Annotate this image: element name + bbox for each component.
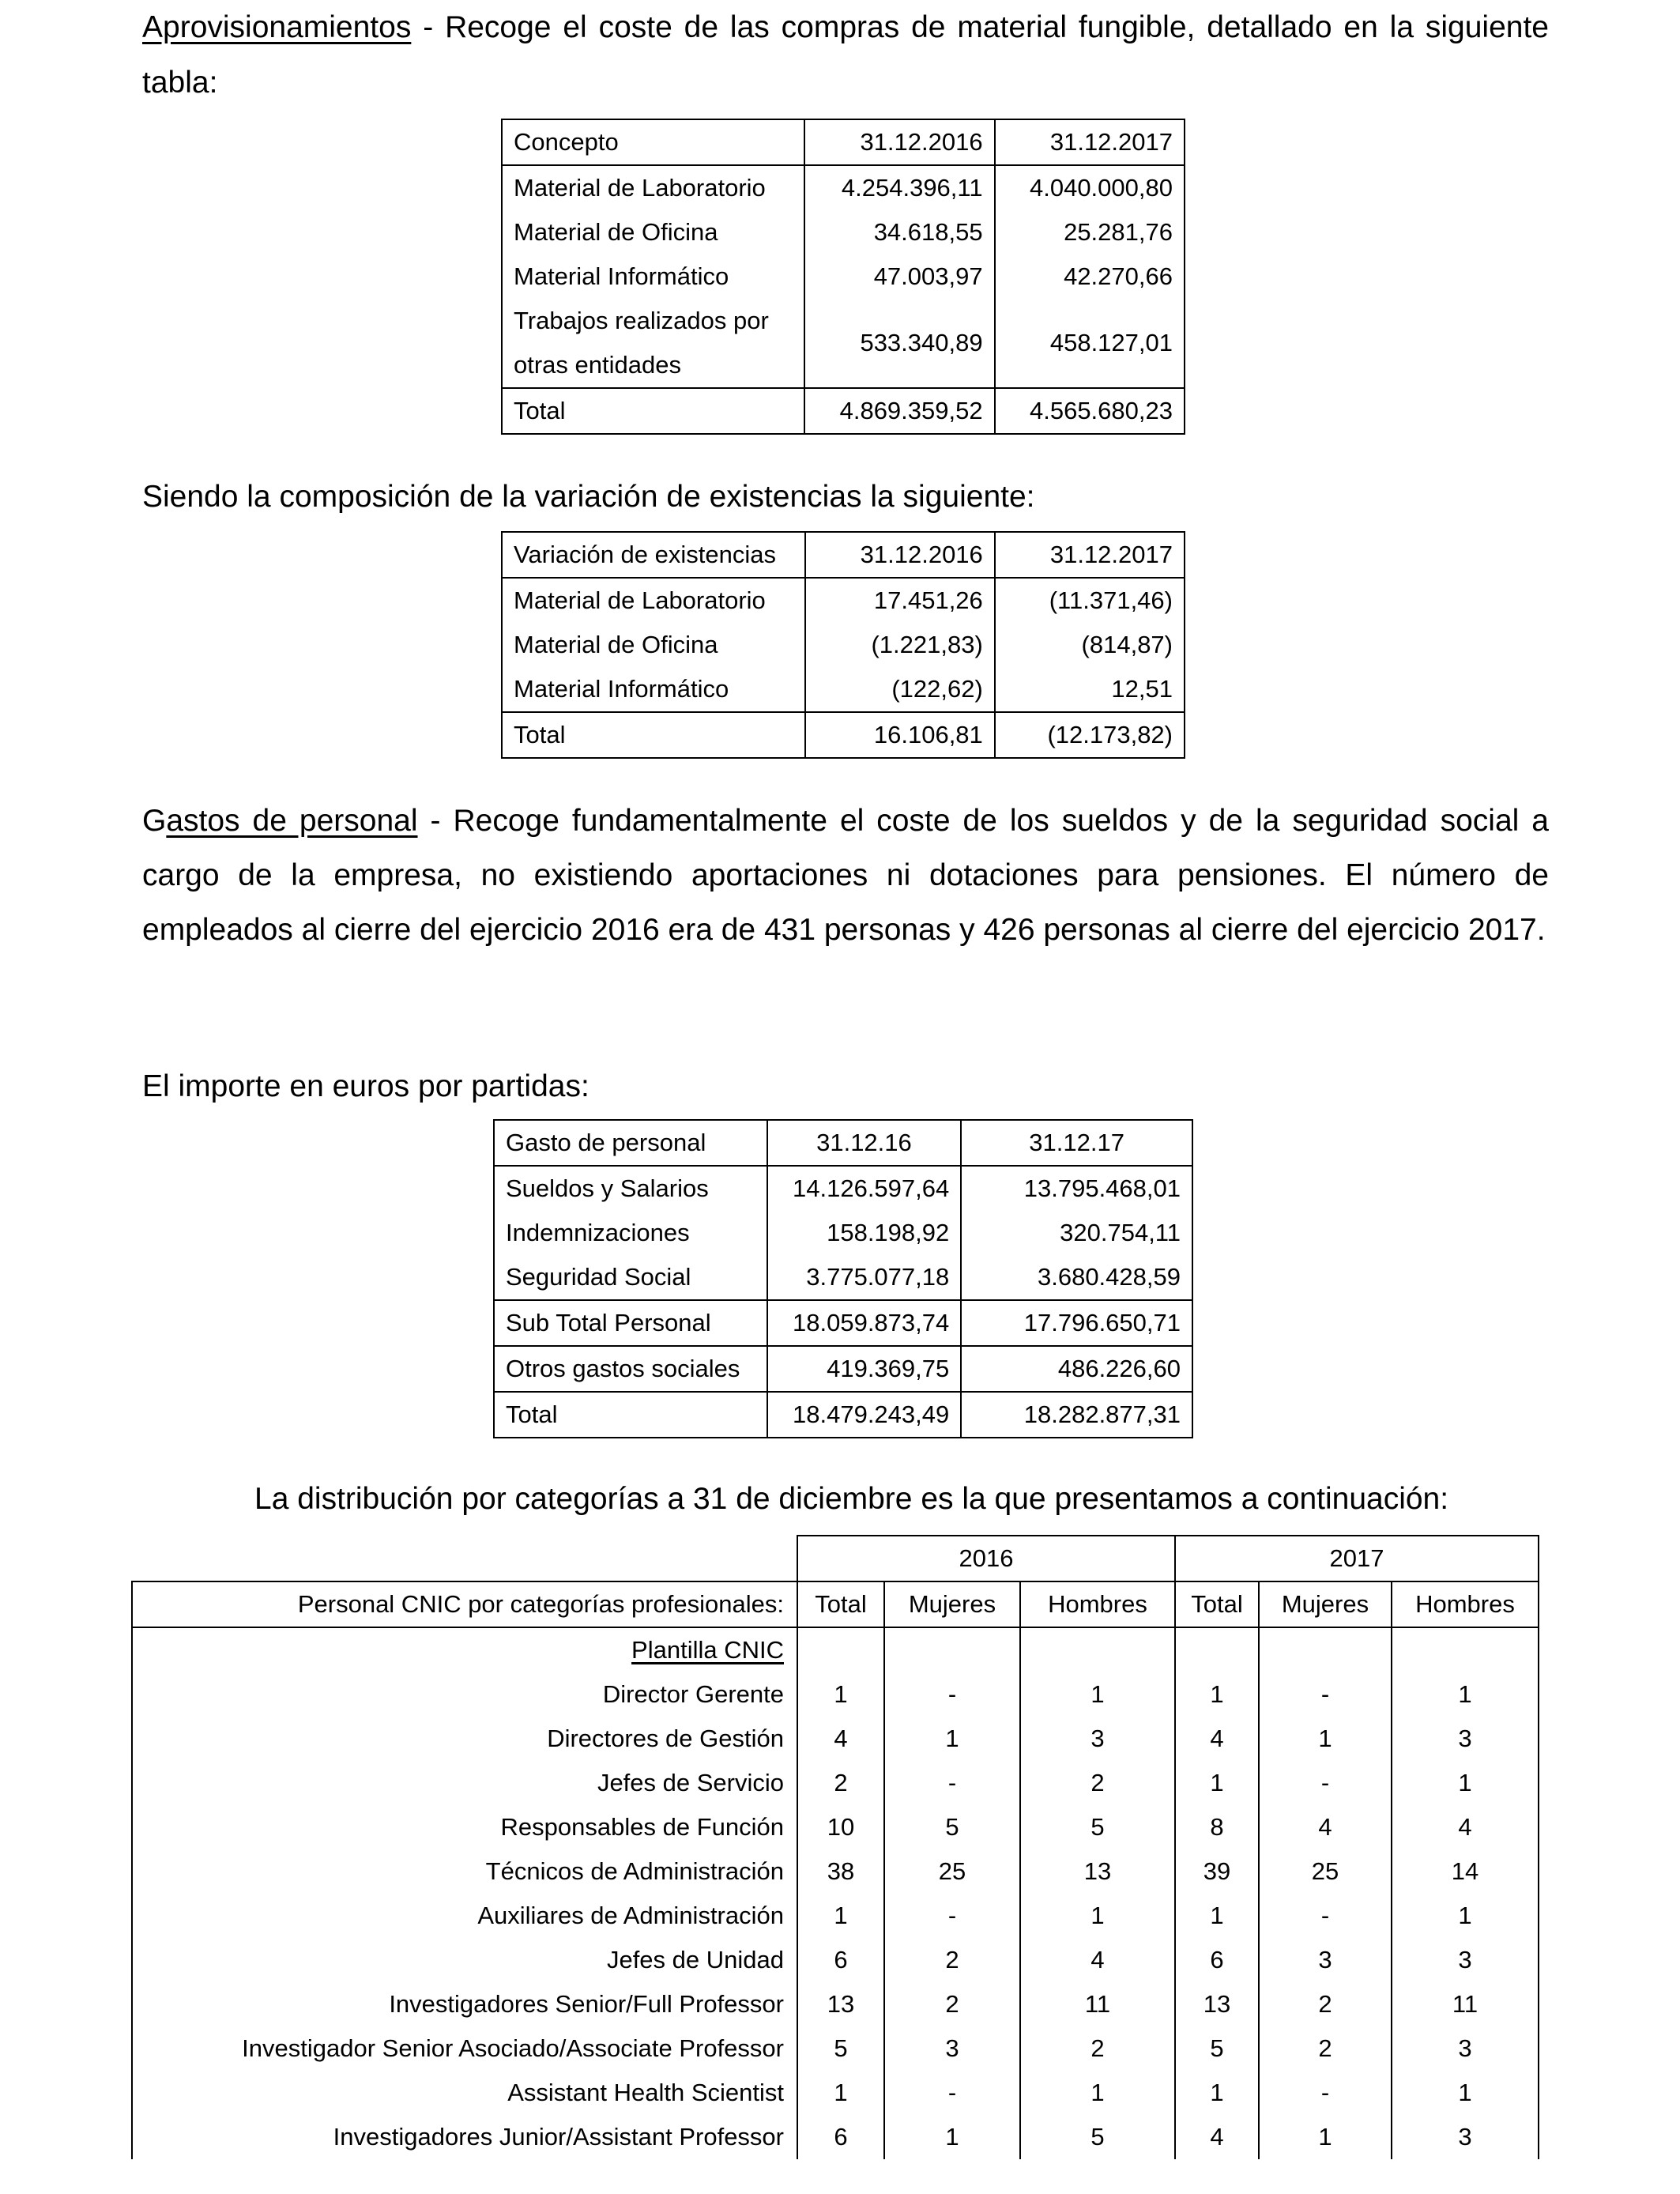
table-cell: 25 [1259, 1849, 1392, 1894]
table-cell: 13 [797, 1982, 884, 2026]
table-cell: Material de Oficina [502, 210, 804, 254]
table-cell: 2 [884, 1982, 1020, 2026]
table-cell: 2 [797, 1761, 884, 1805]
table-header-cell: 31.12.17 [961, 1120, 1192, 1166]
table-cell: 4 [797, 1717, 884, 1761]
table-cell: 2 [1020, 1761, 1175, 1805]
table-cell: 13.795.468,01 [961, 1166, 1192, 1211]
table-cell: 6 [797, 2115, 884, 2159]
aprovisionamientos-text: - Recoge el coste de las compras de material fungible, detallado en la siguiente tabla: [142, 10, 1549, 100]
table-cell: - [884, 1761, 1020, 1805]
table-cell: Material Informático [502, 254, 804, 299]
table-cell: Material de Oficina [502, 623, 805, 667]
aprovisionamientos-heading: Aprovisionamientos [142, 10, 412, 44]
table-empty-cell [797, 1627, 884, 1672]
table-row [132, 1982, 1539, 2026]
table-cell: (1.221,83) [805, 623, 995, 667]
table-header-cell: Hombres [1020, 1581, 1175, 1627]
variacion-intro: Siendo la composición de la variación de existencias la siguiente: [142, 480, 1035, 514]
table-cell: 5 [884, 1805, 1020, 1849]
table-cell: Técnicos de Administración [132, 1849, 797, 1894]
table-cell: (11.371,46) [995, 578, 1185, 623]
table-cell: 1 [797, 2071, 884, 2115]
table-cell: Directores de Gestión [132, 1717, 797, 1761]
table-cell: 4.869.359,52 [804, 388, 994, 434]
table-cell: Sueldos y Salarios [494, 1166, 767, 1211]
table-cell: 8 [1175, 1805, 1259, 1849]
gasto-personal-table [493, 1119, 1193, 1438]
table-cell: 17.796.650,71 [961, 1300, 1192, 1346]
table-cell: 1 [884, 2115, 1020, 2159]
table-row [502, 578, 1185, 623]
table-header-label: Personal CNIC por categorías profesionales: [132, 1581, 797, 1627]
table-cell: 47.003,97 [804, 254, 994, 299]
table-row [132, 1938, 1539, 1982]
table-row [502, 623, 1185, 667]
table-cell: 38 [797, 1849, 884, 1894]
table-cell: 25.281,76 [995, 210, 1185, 254]
table-cell: 2 [1259, 1982, 1392, 2026]
year-header-2016: 2016 [797, 1536, 1175, 1581]
table-cell: 4 [1175, 1717, 1259, 1761]
table-cell: 533.340,89 [804, 299, 994, 388]
table-cell: 1 [1020, 1894, 1175, 1938]
table-header-cell: 31.12.2016 [805, 532, 995, 578]
table-cell: 25 [884, 1849, 1020, 1894]
table-cell: 34.618,55 [804, 210, 994, 254]
table-cell: 1 [1259, 1717, 1392, 1761]
table-cell: 10 [797, 1805, 884, 1849]
table-cell: - [1259, 1761, 1392, 1805]
table-cell: 16.106,81 [805, 712, 995, 758]
table-header-cell: Total [1175, 1581, 1259, 1627]
table-row [132, 2071, 1539, 2115]
table-cell: 486.226,60 [961, 1346, 1192, 1392]
table-cell: Indemnizaciones [494, 1211, 767, 1255]
table-cell: 3 [1392, 2026, 1539, 2071]
table-total-row [502, 388, 1185, 434]
table-cell: 1 [1392, 1894, 1539, 1938]
table-cell: 4.565.680,23 [995, 388, 1185, 434]
table-cell: 458.127,01 [995, 299, 1185, 388]
table-cell: 11 [1392, 1982, 1539, 2026]
table-cell: 14 [1392, 1849, 1539, 1894]
table-cell: - [1259, 1672, 1392, 1717]
table-cell: Assistant Health Scientist [132, 2071, 797, 2115]
table-cell: 1 [1175, 1894, 1259, 1938]
table-cell: 6 [797, 1938, 884, 1982]
table-cell: 158.198,92 [767, 1211, 962, 1255]
table-cell: Director Gerente [132, 1672, 797, 1717]
categorias-table [131, 1535, 1539, 2159]
table-years-row [132, 1536, 1539, 1581]
table-total-row [494, 1392, 1192, 1438]
table-cell: Material de Laboratorio [502, 165, 804, 210]
table-row [502, 254, 1185, 299]
importe-intro: El importe en euros por partidas: [142, 1069, 590, 1103]
table-cell: 2 [1020, 2026, 1175, 2071]
table-cell: 3 [884, 2026, 1020, 2071]
table-cell: 1 [797, 1894, 884, 1938]
table-cell: 1 [1175, 2071, 1259, 2115]
table-cell: Material Informático [502, 667, 805, 712]
table-cell: 11 [1020, 1982, 1175, 2026]
table-header-cell: Mujeres [884, 1581, 1020, 1627]
table-cell: 3.775.077,18 [767, 1255, 962, 1300]
table-row [494, 1166, 1192, 1211]
table-cell: - [1259, 2071, 1392, 2115]
table-header-cell: Total [797, 1581, 884, 1627]
table-section-row [132, 1627, 1539, 1672]
table-row [132, 2115, 1539, 2159]
table-cell: 3.680.428,59 [961, 1255, 1192, 1300]
table-cell: 18.282.877,31 [961, 1392, 1192, 1438]
table-cell: 3 [1392, 1717, 1539, 1761]
table-row [132, 1717, 1539, 1761]
table-cell: Investigador Senior Asociado/Associate Professor [132, 2026, 797, 2071]
table-cell: Responsables de Función [132, 1805, 797, 1849]
gastos-personal-text: - Recoge fundamentalmente el coste de los sueldos y de la seguridad social a cargo de la empresa, no existiendo aportaciones ni dotaciones para pensiones. El número de empleados al cierre del ejercicio 2016 era de 431 personas y 426 personas al cierre del ejercicio 2017. [142, 804, 1549, 947]
table-cell: - [884, 1894, 1020, 1938]
table-cell: 4 [1392, 1805, 1539, 1849]
table-cell: Seguridad Social [494, 1255, 767, 1300]
table-cell: 42.270,66 [995, 254, 1185, 299]
table-header-cell: Hombres [1392, 1581, 1539, 1627]
table-cell: 1 [797, 1672, 884, 1717]
table-header-cell: Concepto [502, 119, 804, 165]
table-header-cell: 31.12.2017 [995, 532, 1185, 578]
table-subtotal-row [494, 1300, 1192, 1346]
table-cell: 13 [1020, 1849, 1175, 1894]
table-cell: 4 [1020, 1938, 1175, 1982]
table-cell: 2 [884, 1938, 1020, 1982]
aprovisionamientos-table [501, 119, 1185, 435]
table-cell: 6 [1175, 1938, 1259, 1982]
table-cell: 4.254.396,11 [804, 165, 994, 210]
table-cell: 18.479.243,49 [767, 1392, 962, 1438]
table-row [132, 1894, 1539, 1938]
table-row [132, 1805, 1539, 1849]
table-cell: - [1259, 1894, 1392, 1938]
table-cell: - [884, 2071, 1020, 2115]
table-empty-cell [1259, 1627, 1392, 1672]
table-row [502, 299, 1185, 388]
table-cell: Jefes de Servicio [132, 1761, 797, 1805]
table-header-row [132, 1581, 1539, 1627]
table-header-cell: Variación de existencias [502, 532, 805, 578]
table-row [494, 1211, 1192, 1255]
aprovisionamientos-paragraph [142, 0, 1549, 111]
table-empty-cell [1175, 1627, 1259, 1672]
table-cell: 13 [1175, 1982, 1259, 2026]
table-empty-cell [884, 1627, 1020, 1672]
table-cell: 1 [1020, 2071, 1175, 2115]
table-cell: 17.451,26 [805, 578, 995, 623]
table-cell: Investigadores Junior/Assistant Professor [132, 2115, 797, 2159]
table-row [494, 1346, 1192, 1392]
table-row [132, 1761, 1539, 1805]
year-header-2017: 2017 [1175, 1536, 1539, 1581]
table-cell: 5 [797, 2026, 884, 2071]
table-cell: 4.040.000,80 [995, 165, 1185, 210]
table-cell: Total [502, 388, 804, 434]
table-cell: Auxiliares de Administración [132, 1894, 797, 1938]
table-cell: 4 [1175, 2115, 1259, 2159]
table-header-cell: 31.12.16 [767, 1120, 962, 1166]
table-cell: Trabajos realizados por otras entidades [502, 299, 804, 388]
table-header-cell: 31.12.2017 [995, 119, 1185, 165]
table-cell: 14.126.597,64 [767, 1166, 962, 1211]
table-cell: 1 [1259, 2115, 1392, 2159]
table-cell: 18.059.873,74 [767, 1300, 962, 1346]
table-cell: 3 [1020, 1717, 1175, 1761]
table-cell: 4 [1259, 1805, 1392, 1849]
table-empty-cell [1392, 1627, 1539, 1672]
section-label [132, 1627, 797, 1672]
table-header-row [494, 1120, 1192, 1166]
variacion-table [501, 531, 1185, 759]
table-row [502, 667, 1185, 712]
table-cell: Total [494, 1392, 767, 1438]
table-cell: 419.369,75 [767, 1346, 962, 1392]
table-cell: 2 [1259, 2026, 1392, 2071]
table-cell: 1 [1175, 1761, 1259, 1805]
table-cell: 1 [884, 1717, 1020, 1761]
table-cell: 5 [1020, 1805, 1175, 1849]
table-row [132, 1849, 1539, 1894]
table-cell: (12.173,82) [995, 712, 1185, 758]
table-cell: 3 [1392, 2115, 1539, 2159]
table-header-row [502, 119, 1185, 165]
table-cell: 1 [1392, 1672, 1539, 1717]
table-cell: Investigadores Senior/Full Professor [132, 1982, 797, 2026]
table-cell: Sub Total Personal [494, 1300, 767, 1346]
table-header-cell: Gasto de personal [494, 1120, 767, 1166]
table-cell: Total [502, 712, 805, 758]
table-cell: 5 [1020, 2115, 1175, 2159]
table-cell: (814,87) [995, 623, 1185, 667]
table-empty-cell [1020, 1627, 1175, 1672]
table-cell: Jefes de Unidad [132, 1938, 797, 1982]
table-header-cell: Mujeres [1259, 1581, 1392, 1627]
gastos-personal-heading: astos de personal [166, 804, 418, 838]
table-cell: (122,62) [805, 667, 995, 712]
table-cell: Otros gastos sociales [494, 1346, 767, 1392]
table-total-row [502, 712, 1185, 758]
table-cell: 3 [1392, 1938, 1539, 1982]
table-cell: 1 [1392, 2071, 1539, 2115]
gastos-personal-paragraph [142, 794, 1549, 957]
table-cell: 39 [1175, 1849, 1259, 1894]
table-cell: - [884, 1672, 1020, 1717]
table-empty-cell [132, 1536, 797, 1581]
table-header-cell: 31.12.2016 [804, 119, 994, 165]
gastos-personal-heading-initial: G [142, 804, 167, 838]
table-cell: 1 [1020, 1672, 1175, 1717]
table-cell: 320.754,11 [961, 1211, 1192, 1255]
table-row [502, 165, 1185, 210]
table-row [132, 1672, 1539, 1717]
table-cell: 12,51 [995, 667, 1185, 712]
section-label-text: Plantilla CNIC [631, 1636, 784, 1664]
table-cell: 3 [1259, 1938, 1392, 1982]
table-cell: Material de Laboratorio [502, 578, 805, 623]
categorias-intro: La distribución por categorías a 31 de diciembre es la que presentamos a continuación: [254, 1482, 1449, 1516]
table-cell: 1 [1392, 1761, 1539, 1805]
table-cell: 5 [1175, 2026, 1259, 2071]
table-row [502, 210, 1185, 254]
table-row [494, 1255, 1192, 1300]
table-header-row [502, 532, 1185, 578]
table-cell: 1 [1175, 1672, 1259, 1717]
table-row [132, 2026, 1539, 2071]
